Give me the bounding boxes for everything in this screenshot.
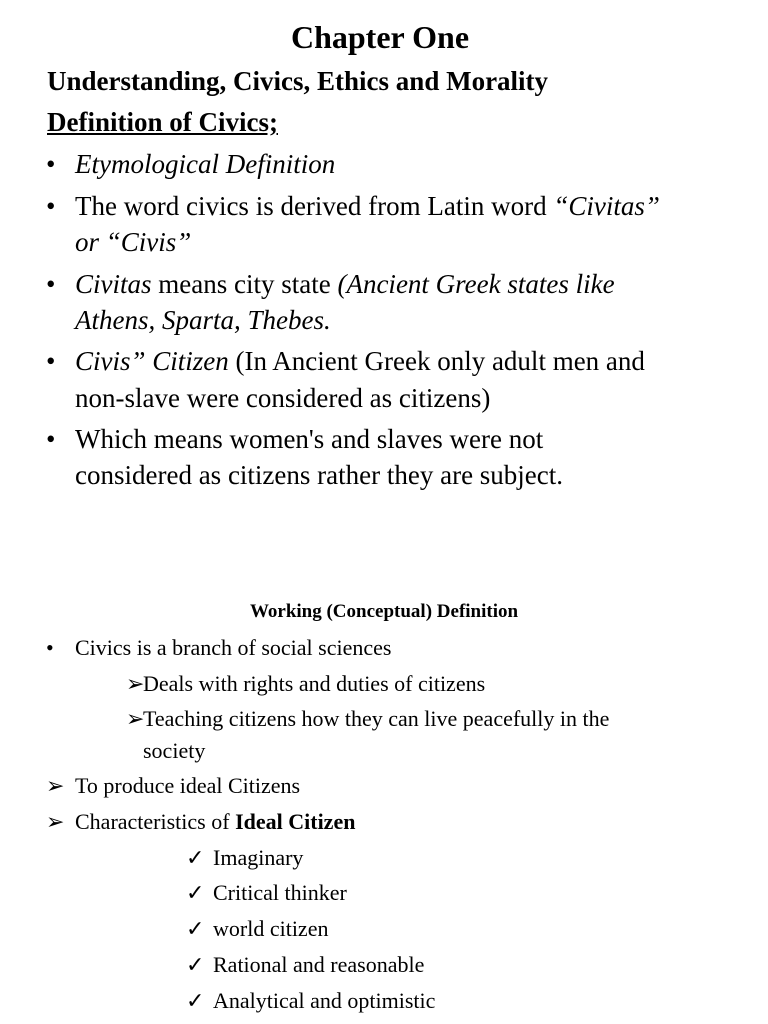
check-icon: ✓: [186, 988, 205, 1013]
bullet-dot: •: [46, 269, 56, 299]
characteristics-bold: Ideal Citizen: [235, 809, 356, 834]
check-icon: ✓: [186, 952, 205, 977]
characteristics-prefix: Characteristics of: [75, 809, 236, 834]
bullet-civis: [75, 343, 645, 379]
bullet-civis-term: Civis” Citizen: [75, 346, 229, 376]
arrow-bullet-icon: ➢: [46, 773, 65, 798]
trait-item: world citizen: [213, 916, 329, 941]
bullet-etymological: Etymological Definition: [75, 149, 336, 179]
bullet-dot: •: [46, 346, 56, 376]
bullet-dot: •: [46, 635, 54, 660]
check-icon: ✓: [186, 845, 205, 870]
trait-item: Rational and reasonable: [213, 952, 425, 977]
bullet-civitas-term: Civitas: [75, 269, 152, 299]
subtitle: Understanding, Civics, Ethics and Morality: [47, 66, 549, 96]
bullet-civitas-line2: Athens, Sparta, Thebes.: [75, 305, 331, 335]
deals-item: Deals with rights and duties of citizens: [143, 671, 486, 696]
check-icon: ✓: [186, 880, 205, 905]
teaching-item: Teaching citizens how they can live peacefully in the: [143, 706, 610, 731]
bullet-derived-text: The word civics is derived from Latin word: [75, 191, 554, 221]
bullet-derived-civitas: “Civitas”: [553, 191, 660, 221]
arrow-bullet-icon: ➢: [126, 706, 145, 731]
bullet-derived: [75, 188, 660, 224]
bullet-women: Which means women's and slaves were not: [75, 424, 544, 454]
teaching-item-line2: society: [143, 738, 206, 763]
bullet-civitas: [75, 266, 615, 302]
trait-item: Analytical and optimistic: [213, 988, 436, 1013]
chapter-title: Chapter One: [290, 19, 470, 55]
characteristics-item: [75, 807, 355, 837]
trait-item: Imaginary: [213, 845, 304, 870]
bullet-civitas-text: means city state: [151, 269, 338, 299]
bullet-civis-text: (In Ancient Greek only adult men and: [228, 346, 645, 376]
arrow-bullet-icon: ➢: [46, 809, 65, 834]
produce-item: To produce ideal Citizens: [75, 773, 301, 798]
bullet-derived-line2: or “Civis”: [75, 227, 192, 257]
bullet-dot: •: [46, 149, 56, 179]
bullet-dot: •: [46, 191, 56, 221]
check-icon: ✓: [186, 916, 205, 941]
definition-heading: Definition of Civics;: [47, 107, 278, 137]
civics-branch-item: Civics is a branch of social sciences: [75, 635, 392, 660]
trait-item: Critical thinker: [213, 880, 347, 905]
bullet-dot: •: [46, 424, 56, 454]
arrow-bullet-icon: ➢: [126, 671, 145, 696]
bullet-civitas-paren: (Ancient Greek states like: [337, 269, 615, 299]
bullet-civis-line2: non-slave were considered as citizens): [75, 383, 491, 413]
working-definition-title: Working (Conceptual) Definition: [249, 601, 519, 622]
bullet-women-line2: considered as citizens rather they are subject.: [75, 460, 564, 490]
